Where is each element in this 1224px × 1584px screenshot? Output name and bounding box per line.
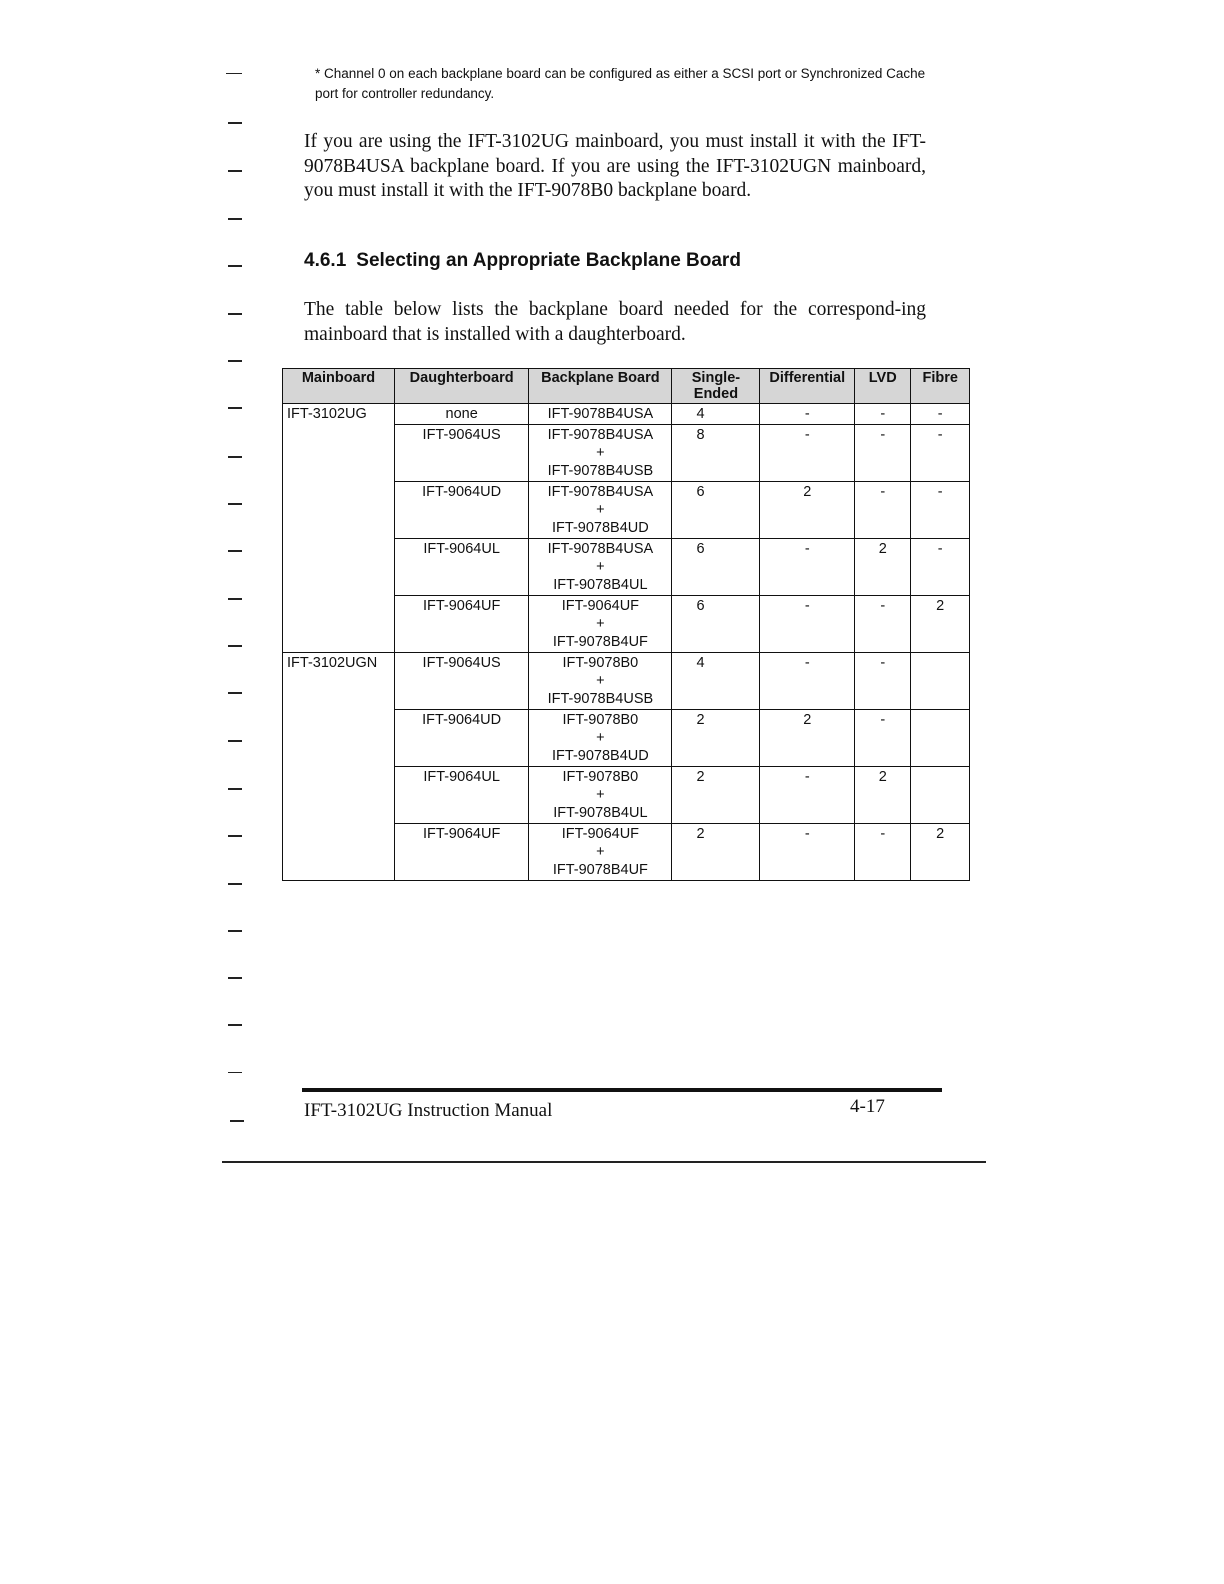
table-intro-paragraph: The table below lists the backplane board needed for the correspond-ing mainboard that is installed with a daughterboard. — [304, 299, 926, 345]
backplane-part: IFT-9078B4UD — [552, 748, 649, 764]
margin-mark — [228, 740, 242, 742]
backplane-cell — [529, 653, 672, 710]
mainboard-cell: IFT-3102UGN — [283, 653, 395, 881]
margin-mark — [228, 218, 242, 220]
plus-sign: + — [596, 616, 605, 632]
plus-sign: + — [596, 787, 605, 803]
margin-mark — [228, 170, 242, 172]
backplane-part: IFT-9078B4UF — [552, 634, 648, 650]
margin-mark — [228, 598, 242, 600]
daughterboard-cell: IFT-9064UL — [395, 767, 529, 824]
margin-mark — [228, 1072, 242, 1073]
daughterboard-cell: IFT-9064UL — [395, 539, 529, 596]
daughterboard-cell: IFT-9064UD — [395, 482, 529, 539]
backplane-part: IFT-9078B4UL — [553, 577, 648, 593]
fibre-cell: 2 — [911, 824, 970, 881]
fibre-cell: - — [911, 425, 970, 482]
fibre-cell — [911, 653, 970, 710]
backplane-part: IFT-9078B4USA — [547, 484, 654, 500]
plus-sign: + — [596, 445, 605, 461]
margin-mark — [228, 645, 242, 647]
fibre-cell: 2 — [911, 596, 970, 653]
backplane-cell — [529, 482, 672, 539]
single-ended-cell: 8 — [672, 425, 760, 482]
fibre-cell: - — [911, 539, 970, 596]
backplane-part: IFT-9078B4UL — [553, 805, 648, 821]
footer-rule — [302, 1088, 942, 1092]
footer-manual-title: IFT-3102UG Instruction Manual — [304, 1100, 553, 1121]
single-ended-cell: 4 — [672, 653, 760, 710]
backplane-cell — [529, 425, 672, 482]
backplane-cell — [529, 767, 672, 824]
header-differential: Differential — [760, 369, 855, 404]
margin-mark — [228, 503, 242, 505]
lvd-cell: - — [855, 653, 911, 710]
backplane-part: IFT-9078B0 — [562, 712, 639, 728]
footer-page-number: 4-17 — [850, 1096, 885, 1117]
differential-cell: - — [760, 653, 855, 710]
section-heading — [304, 250, 741, 272]
fibre-cell — [911, 767, 970, 824]
backplane-part: IFT-9078B4UD — [552, 520, 649, 536]
plus-sign: + — [596, 844, 605, 860]
backplane-part: IFT-9078B4USA — [547, 541, 654, 557]
backplane-cell — [529, 539, 672, 596]
plus-sign: + — [596, 559, 605, 575]
margin-mark — [228, 265, 242, 267]
margin-mark — [228, 692, 242, 694]
lvd-cell: - — [855, 824, 911, 881]
differential-cell: - — [760, 425, 855, 482]
backplane-part: IFT-9078B4USB — [547, 463, 654, 479]
backplane-part: IFT-9078B0 — [562, 769, 639, 785]
backplane-part: IFT-9078B4USA — [547, 427, 654, 443]
page-bottom-rule — [222, 1161, 986, 1163]
lvd-cell: 2 — [855, 539, 911, 596]
backplane-cell — [529, 710, 672, 767]
margin-mark — [228, 930, 242, 932]
backplane-cell — [529, 824, 672, 881]
header-mainboard: Mainboard — [283, 369, 395, 404]
lvd-cell: - — [855, 425, 911, 482]
margin-mark — [228, 835, 242, 837]
margin-mark — [226, 73, 242, 74]
backplane-part: IFT-9064UF — [561, 598, 640, 614]
backplane-part: IFT-9078B0 — [562, 655, 639, 671]
section-title: Selecting an Appropriate Backplane Board — [356, 250, 741, 271]
daughterboard-cell: IFT-9064US — [395, 653, 529, 710]
single-ended-cell: 2 — [672, 710, 760, 767]
daughterboard-cell: IFT-9064UF — [395, 824, 529, 881]
margin-mark — [228, 407, 242, 409]
margin-mark — [230, 1120, 244, 1122]
single-ended-cell: 2 — [672, 824, 760, 881]
lvd-cell: 2 — [855, 767, 911, 824]
backplane-cell — [529, 596, 672, 653]
section-number: 4.6.1 — [304, 250, 347, 271]
margin-mark — [228, 313, 242, 315]
header-fibre: Fibre — [911, 369, 970, 404]
backplane-part: IFT-9064UF — [561, 826, 640, 842]
daughterboard-cell: none — [395, 404, 529, 425]
intro-paragraph: If you are using the IFT-3102UG mainboard, you must install it with the IFT-9078B4USA backplane board. If you are using the IFT-3102UGN mainboard, you must install it with the IFT-9078B0 backplane board. — [304, 131, 926, 201]
backplane-part: IFT-9078B4UF — [552, 862, 648, 878]
mainboard-cell: IFT-3102UG — [283, 404, 395, 653]
margin-mark — [228, 788, 242, 790]
daughterboard-cell: IFT-9064UD — [395, 710, 529, 767]
fibre-cell: - — [911, 482, 970, 539]
fibre-cell: - — [911, 404, 970, 425]
header-daughterboard: Daughterboard — [395, 369, 529, 404]
single-ended-cell: 6 — [672, 596, 760, 653]
differential-cell: - — [760, 539, 855, 596]
margin-mark — [228, 883, 242, 885]
backplane-part: IFT-9078B4USB — [547, 691, 654, 707]
margin-mark — [228, 550, 242, 552]
margin-mark — [228, 456, 242, 458]
lvd-cell: - — [855, 596, 911, 653]
backplane-table — [282, 368, 970, 881]
plus-sign: + — [596, 502, 605, 518]
margin-mark — [228, 977, 242, 979]
margin-mark — [228, 1024, 242, 1026]
table-header-row — [283, 369, 970, 404]
margin-mark — [228, 360, 242, 362]
single-ended-cell: 6 — [672, 539, 760, 596]
header-lvd: LVD — [855, 369, 911, 404]
plus-sign: + — [596, 673, 605, 689]
fibre-cell — [911, 710, 970, 767]
differential-cell: - — [760, 767, 855, 824]
lvd-cell: - — [855, 482, 911, 539]
table-row — [283, 653, 970, 710]
header-backplane-board: Backplane Board — [529, 369, 672, 404]
daughterboard-cell: IFT-9064US — [395, 425, 529, 482]
table-row — [283, 404, 970, 425]
lvd-cell: - — [855, 710, 911, 767]
single-ended-cell: 6 — [672, 482, 760, 539]
plus-sign: + — [596, 730, 605, 746]
differential-cell: 2 — [760, 482, 855, 539]
single-ended-cell: 2 — [672, 767, 760, 824]
margin-mark — [228, 122, 242, 124]
differential-cell: - — [760, 404, 855, 425]
lvd-cell: - — [855, 404, 911, 425]
single-ended-cell: 4 — [672, 404, 760, 425]
backplane-cell — [529, 404, 672, 425]
differential-cell: - — [760, 824, 855, 881]
daughterboard-cell: IFT-9064UF — [395, 596, 529, 653]
header-single-ended: Single-Ended — [672, 369, 760, 404]
backplane-part: IFT-9078B4USA — [547, 406, 654, 422]
differential-cell: - — [760, 596, 855, 653]
differential-cell: 2 — [760, 710, 855, 767]
footnote: * Channel 0 on each backplane board can be configured as either a SCSI port or Synchronized Cache port for controller redundancy. — [315, 66, 926, 101]
